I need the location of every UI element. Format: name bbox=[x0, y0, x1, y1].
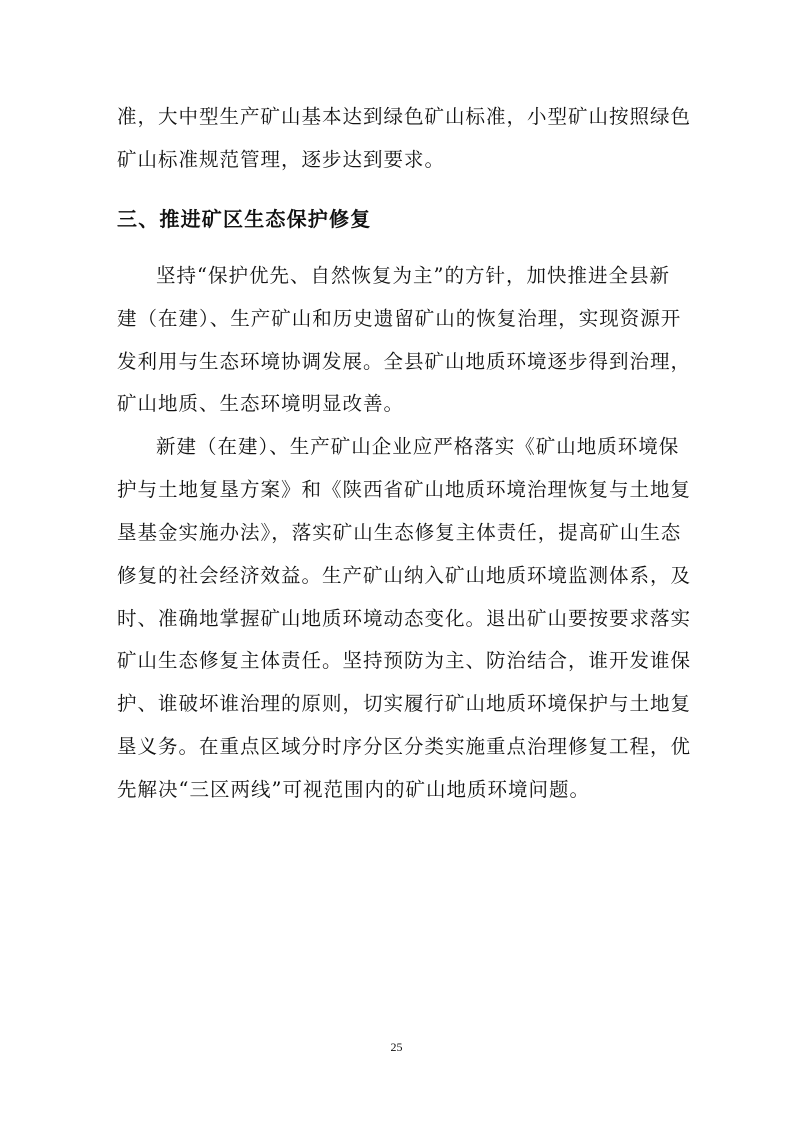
paragraph2-line-3: 垦基金实施办法》，落实矿山生态修复主体责任，提高矿山生态 bbox=[117, 521, 682, 544]
paragraph2-line-4: 修复的社会经济效益。生产矿山纳入矿山地质环境监测体系，及 bbox=[117, 564, 692, 587]
section-heading: 三、推进矿区生态保护修复 bbox=[117, 207, 372, 231]
paragraph2-line-7: 护、谁破坏谁治理的原则，切实履行矿山地质环境保护与土地复 bbox=[117, 692, 692, 715]
intro-line-1: 准，大中型生产矿山基本达到绿色矿山标准，小型矿山按照绿色 bbox=[117, 105, 692, 128]
intro-line-2: 矿山标准规范管理，逐步达到要求。 bbox=[117, 148, 446, 171]
paragraph2-line-5: 时、准确地掌握矿山地质环境动态变化。退出矿山要按要求落实 bbox=[117, 607, 692, 630]
paragraph2-line-8: 垦义务。在重点区域分时序分区分类实施重点治理修复工程，优 bbox=[117, 735, 692, 758]
paragraph2-line-9: 先解决“三区两线”可视范围内的矿山地质环境问题。 bbox=[117, 778, 590, 801]
page-number: 25 bbox=[390, 1040, 403, 1054]
paragraph2-line-2: 护与土地复垦方案》和《陕西省矿山地质环境治理恢复与土地复 bbox=[117, 478, 692, 501]
paragraph1-line-4: 矿山地质、生态环境明显改善。 bbox=[117, 392, 405, 415]
paragraph1-line-3: 发利用与生态环境协调发展。全县矿山地质环境逐步得到治理， bbox=[117, 350, 692, 373]
paragraph1-line-2: 建（在建）、生产矿山和历史遗留矿山的恢复治理，实现资源开 bbox=[117, 307, 682, 330]
paragraph2-line-1: 新建（在建）、生产矿山企业应严格落实《矿山地质环境保 bbox=[156, 435, 680, 458]
paragraph2-line-6: 矿山生态修复主体责任。坚持预防为主、防治结合，谁开发谁保 bbox=[117, 649, 692, 672]
paragraph1-line-1: 坚持“保护优先、自然恢复为主”的方针，加快推进全县新 bbox=[156, 264, 670, 287]
